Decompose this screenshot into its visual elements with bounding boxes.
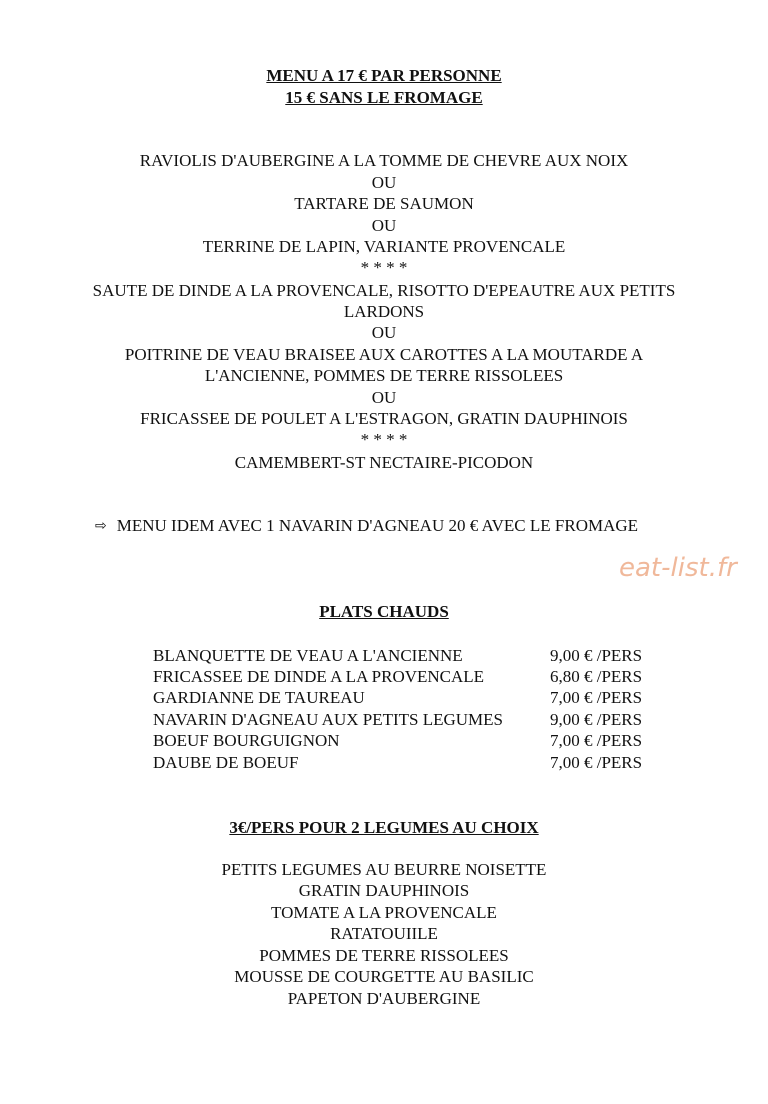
dish-name: DAUBE DE BOEUF [153, 753, 299, 772]
menu-line: OU [371, 388, 397, 407]
legume-item: POMMES DE TERRE RISSOLEES [259, 946, 509, 965]
legumes-title: 3€/PERS POUR 2 LEGUMES AU CHOIX [229, 818, 539, 837]
dish-price: 7,00 € /PERS [550, 688, 643, 707]
legume-item: PAPETON D'AUBERGINE [287, 989, 481, 1008]
dish-name: BOEUF BOURGUIGNON [153, 731, 340, 750]
menu-line: LARDONS [343, 302, 425, 321]
dish-name: NAVARIN D'AGNEAU AUX PETITS LEGUMES [153, 710, 504, 729]
dish-name: GARDIANNE DE TAUREAU [153, 688, 365, 707]
dish-price: 6,80 € /PERS [550, 667, 643, 686]
menu-note-text: MENU IDEM AVEC 1 NAVARIN D'AGNEAU 20 € AVEC LE FROMAGE [116, 516, 639, 535]
menu-separator: * * * * [360, 430, 408, 449]
dish-name: FRICASSEE DE DINDE A LA PROVENCALE [153, 667, 485, 686]
plats-chauds-title: PLATS CHAUDS [319, 602, 449, 621]
menu-line: OU [371, 323, 397, 342]
menu-line: RAVIOLIS D'AUBERGINE A LA TOMME DE CHEVRE AUX NOIX [139, 151, 629, 170]
dish-price: 7,00 € /PERS [550, 731, 643, 750]
menu-line: L'ANCIENNE, POMMES DE TERRE RISSOLEES [204, 366, 564, 385]
legume-item: RATATOUIILE [330, 924, 438, 943]
menu-line: POITRINE DE VEAU BRAISEE AUX CAROTTES A LA MOUTARDE A [124, 345, 644, 364]
arrow-right-icon: ⇨ [95, 518, 107, 534]
dish-price: 9,00 € /PERS [550, 646, 643, 665]
menu-line: OU [371, 173, 397, 192]
menu-separator: * * * * [360, 258, 408, 277]
watermark-logo: eat-list.fr [619, 553, 737, 583]
menu-line: TARTARE DE SAUMON [294, 194, 474, 213]
menu-line: TERRINE DE LAPIN, VARIANTE PROVENCALE [202, 237, 566, 256]
dish-price: 9,00 € /PERS [550, 710, 643, 729]
menu-line: OU [371, 216, 397, 235]
menu-title: MENU A 17 € PAR PERSONNE [266, 66, 502, 85]
dish-name: BLANQUETTE DE VEAU A L'ANCIENNE [153, 646, 463, 665]
legume-item: MOUSSE DE COURGETTE AU BASILIC [234, 967, 534, 986]
menu-note [95, 515, 638, 537]
menu-line: FRICASSEE DE POULET A L'ESTRAGON, GRATIN DAUPHINOIS [140, 409, 628, 428]
menu-line: SAUTE DE DINDE A LA PROVENCALE, RISOTTO D'EPEAUTRE AUX PETITS [92, 281, 676, 300]
menu-line: CAMEMBERT-ST NECTAIRE-PICODON [234, 453, 534, 472]
legume-item: TOMATE A LA PROVENCALE [271, 903, 497, 922]
legume-item: GRATIN DAUPHINOIS [298, 881, 470, 900]
dish-price: 7,00 € /PERS [550, 753, 643, 772]
menu-subtitle: 15 € SANS LE FROMAGE [285, 88, 483, 107]
legume-item: PETITS LEGUMES AU BEURRE NOISETTE [221, 860, 547, 879]
